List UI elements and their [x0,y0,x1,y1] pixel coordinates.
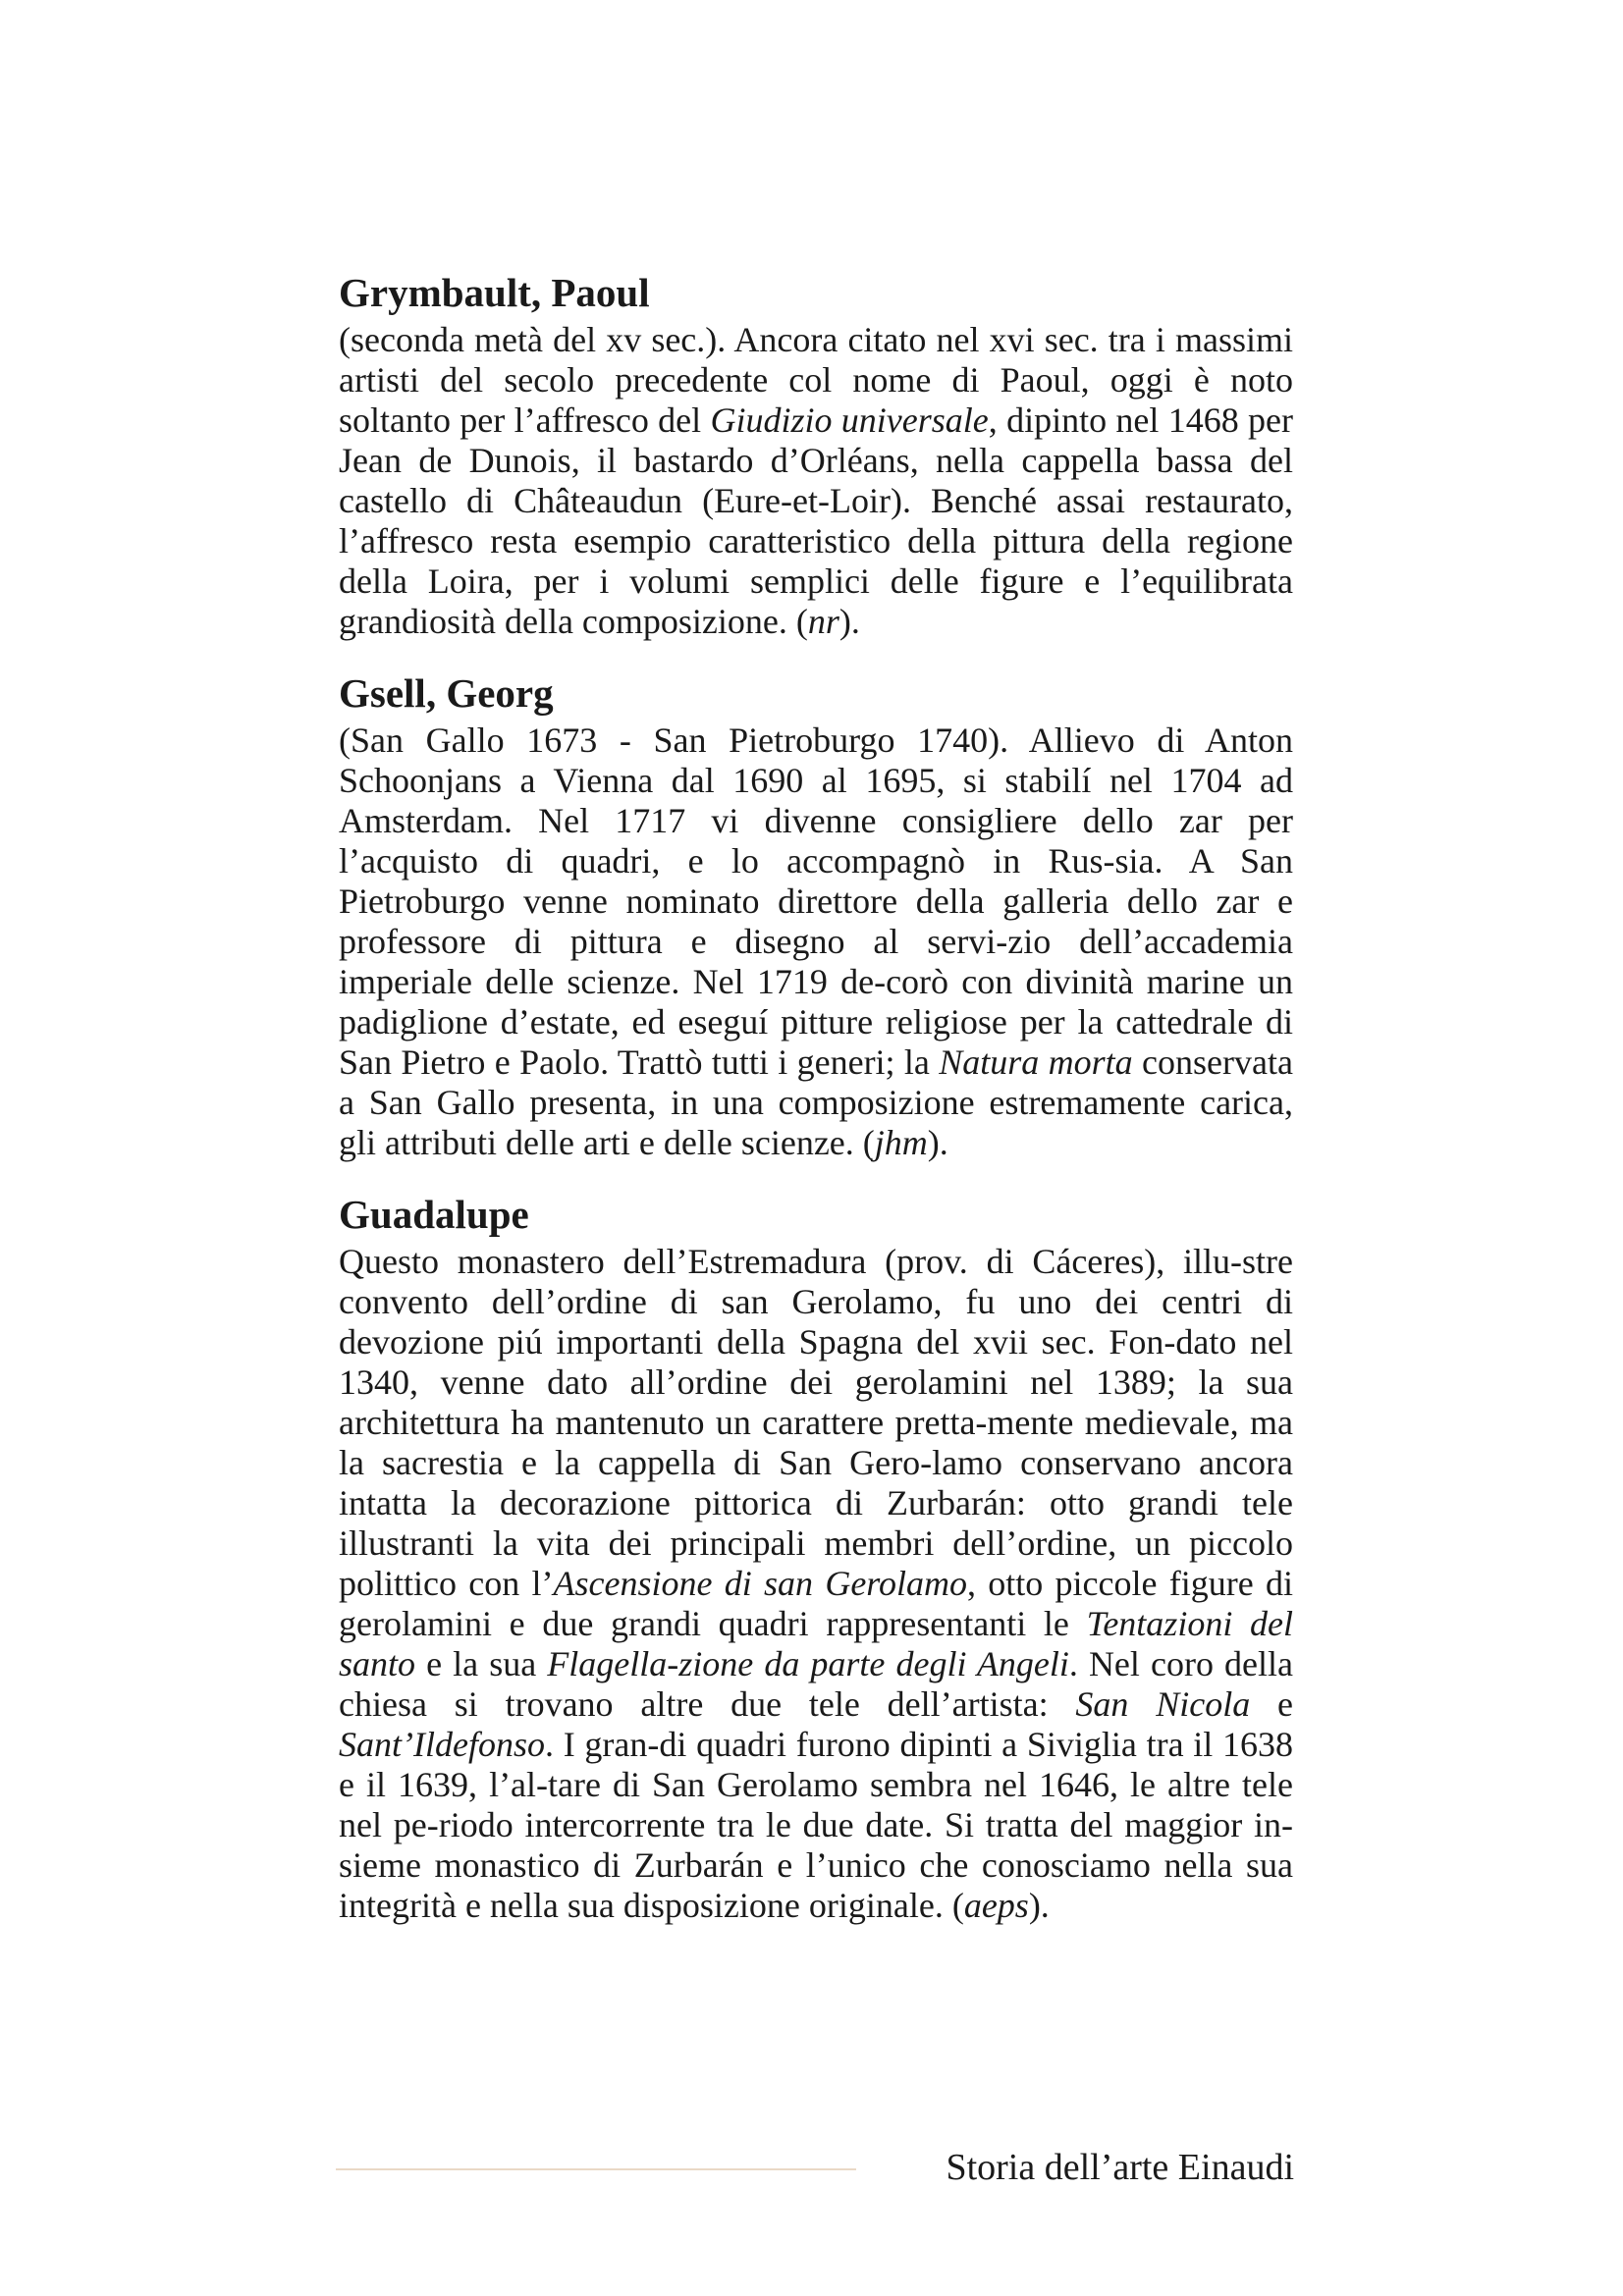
footer-publisher: Storia dell’arte Einaudi [946,2147,1294,2188]
entry-title: Gsell, Georg [339,670,554,716]
body-text: ). [1028,1886,1050,1925]
italic-text: jhm [874,1123,928,1162]
body-text: conservata a San Gallo presenta, in una composizione estremamente carica, gli attributi delle arti e delle scienze. ( [339,1042,1293,1162]
body-text: , otto piccole figure di gerolamini e due grandi quadri rappresentanti le [339,1564,1294,1643]
page-content [339,265,1293,1949]
body-text: . I gran-di quadri furono dipinti a Siviglia tra il 1638 e il 1639, l’al-tare di San Gerolamo sembra nel 1646, le altre tele nel pe-riodo intercorrente tra le due date. Si tratta del maggior in-sieme monastico di Zurbarán e l’unico che conosciamo nella sua integrità e nella sua disposizione originale. ( [339,1725,1293,1925]
body-text: (San Gallo 1673 - San Pietroburgo 1740). Allievo di Anton Schoonjans a Vienna dal 1690 al 1695, si stabilí nel 1704 ad Amsterdam. Nel 1717 vi divenne consigliere dello zar per l’acquisto di quadri, e lo accompagnò in Rus-sia. A San Pietroburgo venne nominato direttore della galleria dello zar e professore di pittura e disegno al servi-zio dell’accademia imperiale delle scienze. Nel 1719 de-corò con divinità marine un padiglione d’estate, ed eseguí pitture religiose per la cattedrale di San Pietro e Paolo. Trattò tutti i generi; la [339,721,1293,1082]
entry-grymbault [339,265,1293,642]
italic-text: San Nicola [1075,1684,1251,1724]
entry-title: Guadalupe [339,1192,529,1237]
body-text: e la sua [415,1644,548,1683]
body-text: e [1250,1684,1294,1724]
entry-gsell [339,666,1293,1163]
entry-body [339,721,1293,1163]
italic-text: Flagella-zione da parte degli Angeli [547,1644,1069,1683]
body-text: ). [927,1123,948,1162]
italic-text: aeps [963,1886,1029,1925]
body-text: , dipinto nel 1468 per Jean de Dunois, il bastardo d’Orléans, nella cappella bassa del castello di Châteaudun (Eure-et-Loir). Benché assai restaurato, l’affresco resta esempio caratteristico della pittura della regione della Loira, per i volumi semplici delle figure e l’equilibrata grandiosità della composizione. ( [339,400,1293,641]
italic-text: Giudizio universale [710,400,989,440]
entry-body [339,320,1293,642]
entry-guadalupe [339,1187,1293,1926]
body-text: Questo monastero dell’Estremadura (prov. di Cáceres), illu-stre convento dell’ordine di san Gerolamo, fu uno dei centri di devozione piú importanti della Spagna del xvii sec. Fon-dato nel 1340, venne dato all’ordine dei gerolamini nel 1389; la sua architettura ha mantenuto un carattere pretta-mente medievale, ma la sacrestia e la cappella di San Gero-lamo conservano ancora intatta la decorazione pittorica di Zurbarán: otto grandi tele illustranti la vita dei principali membri dell’ordine, un piccolo polittico con l’ [339,1242,1293,1603]
italic-text: Tentazioni del santo [339,1604,1293,1683]
italic-text: Ascensione di san Gerolamo [553,1564,967,1603]
body-text: . Nel coro della chiesa si trovano altre due tele dell’artista: [339,1644,1294,1724]
italic-text: nr [807,602,839,641]
body-text: ). [839,602,860,641]
body-text: (seconda metà del xv sec.). Ancora citato nel xvi sec. tra i massimi artisti del secolo precedente col nome di Paoul, oggi è noto soltanto per l’affresco del [339,320,1293,440]
footer-rule [336,2168,856,2170]
entry-body [339,1242,1293,1926]
entry-title: Grymbault, Paoul [339,270,650,315]
italic-text: Natura morta [939,1042,1133,1082]
italic-text: Sant’Ildefonso [339,1725,545,1764]
